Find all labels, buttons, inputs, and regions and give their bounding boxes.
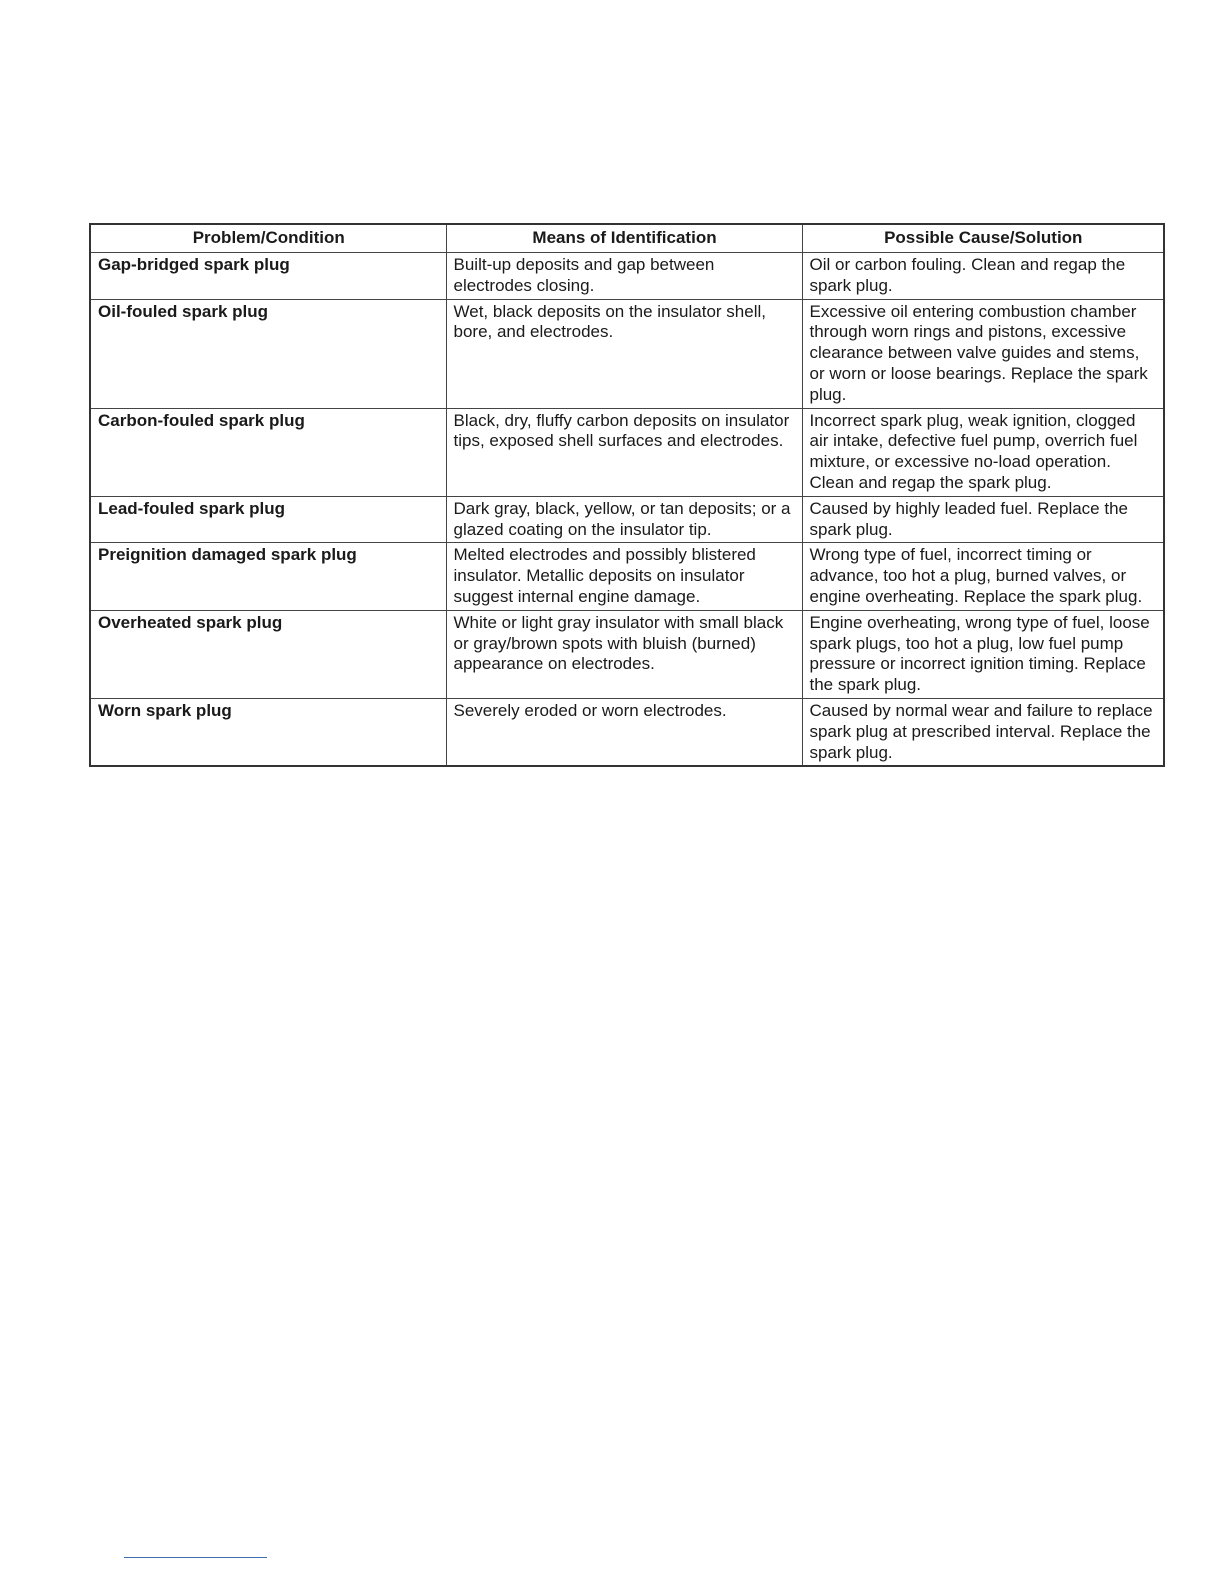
- problem-cell: Preignition damaged spark plug: [90, 543, 446, 610]
- problem-cell: Overheated spark plug: [90, 610, 446, 698]
- problem-cell: Lead-fouled spark plug: [90, 496, 446, 543]
- solution-cell: Incorrect spark plug, weak ignition, clogged air intake, defective fuel pump, overrich fuel mixture, or excessive no-load operation. Clean and regap the spark plug.: [802, 408, 1164, 496]
- identification-cell: Melted electrodes and possibly blistered insulator. Metallic deposits on insulator suggest internal engine damage.: [446, 543, 802, 610]
- identification-cell: Built-up deposits and gap between electrodes closing.: [446, 253, 802, 300]
- problem-cell: Carbon-fouled spark plug: [90, 408, 446, 496]
- solution-cell: Oil or carbon fouling. Clean and regap the spark plug.: [802, 253, 1164, 300]
- table-row: [90, 496, 1164, 543]
- problem-cell: Worn spark plug: [90, 698, 446, 766]
- problem-cell: Oil-fouled spark plug: [90, 299, 446, 408]
- solution-cell: Caused by highly leaded fuel. Replace the spark plug.: [802, 496, 1164, 543]
- footnote-divider: [124, 1557, 267, 1558]
- spark-plug-table-container: [89, 223, 1163, 767]
- solution-cell: Excessive oil entering combustion chamber through worn rings and pistons, excessive clearance between valve guides and stems, or worn or loose bearings. Replace the spark plug.: [802, 299, 1164, 408]
- header-means-of-identification: Means of Identification: [446, 224, 802, 253]
- table-row: [90, 543, 1164, 610]
- identification-cell: White or light gray insulator with small black or gray/brown spots with bluish (burned) appearance on electrodes.: [446, 610, 802, 698]
- table-header-row: [90, 224, 1164, 253]
- identification-cell: Wet, black deposits on the insulator shell, bore, and electrodes.: [446, 299, 802, 408]
- header-problem-condition: Problem/Condition: [90, 224, 446, 253]
- table-row: [90, 299, 1164, 408]
- table-row: [90, 408, 1164, 496]
- solution-cell: Caused by normal wear and failure to replace spark plug at prescribed interval. Replace the spark plug.: [802, 698, 1164, 766]
- table-row: [90, 698, 1164, 766]
- identification-cell: Black, dry, fluffy carbon deposits on insulator tips, exposed shell surfaces and electrodes.: [446, 408, 802, 496]
- spark-plug-condition-table: [89, 223, 1165, 767]
- table-row: [90, 610, 1164, 698]
- solution-cell: Wrong type of fuel, incorrect timing or advance, too hot a plug, burned valves, or engine overheating. Replace the spark plug.: [802, 543, 1164, 610]
- table-row: [90, 253, 1164, 300]
- solution-cell: Engine overheating, wrong type of fuel, loose spark plugs, too hot a plug, low fuel pump pressure or incorrect ignition timing. Replace the spark plug.: [802, 610, 1164, 698]
- problem-cell: Gap-bridged spark plug: [90, 253, 446, 300]
- header-possible-cause-solution: Possible Cause/Solution: [802, 224, 1164, 253]
- identification-cell: Dark gray, black, yellow, or tan deposits; or a glazed coating on the insulator tip.: [446, 496, 802, 543]
- identification-cell: Severely eroded or worn electrodes.: [446, 698, 802, 766]
